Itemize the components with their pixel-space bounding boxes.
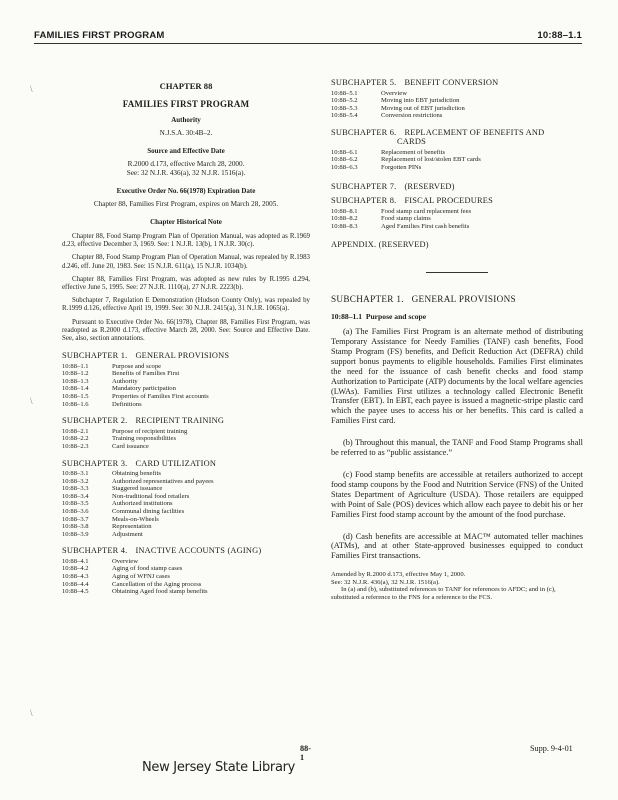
subchapter-heading: SUBCHAPTER 1. GENERAL PROVISIONS [62,351,230,361]
amendment-line: In (a) and (b), substituted references to TANF for references to AFDC; and in (c), substituted a reference to the FNS for a reference to the FCS. [331,586,556,602]
history-heading: Chapter Historical Note [150,218,222,227]
subchapter-heading: SUBCHAPTER 2. RECIPIENT TRAINING [62,416,225,426]
toc-item[interactable]: 10:88–8.2 Food stamp claims [331,215,431,223]
toc-item[interactable]: 10:88–3.4 Non-traditional food retailers [62,492,190,500]
body-paragraph: (d) Cash benefits are accessible at MAC™ automated teller machines (ATMs), and at other State-approved businesses equipped to conduct Families First transactions. [331,531,583,561]
exec-order-text: Chapter 88, Families First Program, expires on March 28, 2005. [93,199,279,208]
header-rule [34,43,582,44]
subchapter-heading: SUBCHAPTER 3. CARD UTILIZATION [62,458,217,468]
history-paragraph: Chapter 88, Food Stamp Program Plan of Operation Manual, was adopted as R.1969 d.23, effective December 3, 1969. See: 1 N.J.R. 13(b), 1 N.J.R. 30(c). [62,232,310,249]
toc-list [62,363,310,409]
library-stamp: New Jersey State Library [142,760,296,775]
toc-item[interactable]: 10:88–3.7 Meals-on-Wheels [62,515,159,523]
left-column [62,56,310,596]
toc-item[interactable]: 10:88–3.5 Authorized institutions [62,500,173,508]
toc-left [62,351,310,596]
toc-item[interactable]: 10:88–4.4 Cancellation of the Aging process [62,580,202,588]
toc-list [331,208,583,231]
exec-order-heading: Executive Order No. 66(1978) Expiration Date [116,187,256,196]
header-title: FAMILIES FIRST PROGRAM [34,30,165,41]
scan-mark: \ [30,708,33,718]
toc-item[interactable]: 10:88–3.1 Obtaining benefits [62,470,161,478]
toc-item[interactable]: 10:88–1.2 Benefits of Families First [62,370,180,378]
source-line: See: 32 N.J.R. 436(a), 32 N.J.R. 1516(a). [126,168,246,177]
toc-item[interactable]: 10:88–5.2 Moving into EBT jurisdiction [331,97,460,105]
toc-item[interactable]: 10:88–2.3 Card issuance [62,442,149,450]
source-line: R.2000 d.173, effective March 28, 2000. [127,159,245,168]
right-column [331,56,583,602]
toc-list [62,470,310,538]
source-heading: Source and Effective Date [147,147,225,156]
toc-item[interactable]: 10:88–4.1 Overview [62,557,138,565]
subchapter-heading: SUBCHAPTER 5. BENEFIT CONVERSION [331,78,499,87]
amendment-note [331,571,583,601]
amendment-line: See: 32 N.J.R. 436(a), 32 N.J.R. 1516(a). [331,578,440,586]
history-paragraph: Chapter 88, Food Stamp Program Plan of Operation Manual, was repealed by R.1983 d.246, eff. June 20, 1983. See: 15 N.J.R. 611(a), 15 N.J.R. 1034(b). [62,254,310,270]
toc-item[interactable]: 10:88–6.3 Forgotten PINs [331,164,422,172]
toc-item[interactable]: 10:88–2.2 Training responsibilities [62,435,177,443]
body-paragraph: (b) Throughout this manual, the TANF and Food Stamp Programs shall be referred to as “public assistance.” [331,438,583,458]
header-section-number: 10:88–1.1 [537,30,582,41]
subchapter-1-heading: SUBCHAPTER 1. GENERAL PROVISIONS [331,293,516,304]
toc-list [331,90,583,120]
scan-mark: \ [30,84,33,94]
toc-item[interactable]: 10:88–3.6 Communal dining facilities [62,507,185,515]
section-divider [426,272,488,273]
toc-item[interactable]: 10:88–6.2 Replacement of lost/stolen EBT cards [331,156,481,164]
toc-item[interactable]: 10:88–8.3 Aged Families First cash benefits [331,222,470,230]
history-paragraph: Chapter 88, Families First Program, was adopted as new rules by R.1995 d.294, effective June 5, 1995. See: 27 N.J.R. 1110(a), 27 N.J.R. 2223(b). [62,275,310,291]
toc-list [62,558,310,596]
toc-item[interactable]: 10:88–1.5 Properties of Families First accounts [62,393,209,401]
toc-item[interactable]: 10:88–4.2 Aging of food stamp cases [62,565,183,573]
toc-item[interactable]: 10:88–3.3 Staggered issuance [62,485,163,493]
toc-item[interactable]: 10:88–4.3 Aging of WFNJ cases [62,573,170,581]
toc-item[interactable]: 10:88–2.1 Purpose of recipient training [62,427,188,435]
history-paragraph: Subchapter 7, Regulation E Demonstration (Hudson County Only), was repealed by R.1999 d.126, effective April 19, 1999. See: 30 N.J.R. 2415(a), 31 N.J.R. 1065(a). [62,297,310,313]
section-number: 10:88–1.1 [331,311,363,321]
subchapter-heading: SUBCHAPTER 7. (RESERVED) [331,181,455,191]
body-paragraph: (a) The Families First Program is an alternate method of distributing Temporary Assistance for Needy Families (TANF) cash benefits, Food Stamp Program (FS) benefits, and Deficit Reduction Act (DEFRA) child support bonus payments to eligible households. Families First eliminates the need for the issuance of cash benefit checks and food stamp Authorization to Participate (ATP) documents by the local welfare agencies (LWAs). Families First utilizes a technology called Electronic Benefit Transfer (EBT). In EBT, each payee is issued a magnetic-stripe plastic card which the payee uses to access his or her benefits. This card is called a Families First card. [331,327,583,426]
subchapter-heading: SUBCHAPTER 8. FISCAL PROCEDURES [331,196,493,206]
toc-list [62,428,310,451]
toc-item[interactable]: 10:88–4.5 Obtaining Aged food stamp benefits [62,588,208,596]
toc-item[interactable]: 10:88–3.8 Representation [62,523,152,531]
supplement-date: Supp. 9-4-01 [530,744,573,753]
section-title: Purpose and scope [365,311,427,321]
running-header [34,30,582,44]
history-notes [62,233,310,343]
subchapter-heading: SUBCHAPTER 4. INACTIVE ACCOUNTS (AGING) [62,546,262,556]
chapter-number: CHAPTER 88 [159,81,213,91]
toc-item[interactable]: 10:88–3.2 Authorized representatives and payees [62,477,214,485]
appendix-heading: APPENDIX. (RESERVED) [331,240,429,250]
page-number: 88-1 [300,744,311,762]
toc-item[interactable]: 10:88–8.1 Food stamp card replacement fees [331,207,472,215]
toc-item[interactable]: 10:88–5.1 Overview [331,89,407,97]
toc-item[interactable]: 10:88–3.9 Adjustment [62,530,143,538]
amendment-line: Amended by R.2000 d.173, effective May 1, 2000. [331,571,466,579]
toc-item[interactable]: 10:88–5.4 Conversion restrictions [331,112,443,120]
toc-item[interactable]: 10:88–1.4 Mandatory participation [62,385,176,393]
toc-item[interactable]: 10:88–1.1 Purpose and scope [62,362,162,370]
section-heading [331,313,583,322]
subchapter-heading: SUBCHAPTER 6. REPLACEMENT OF BENEFITS AND CARDS [331,127,545,147]
scan-mark: \ [30,396,33,406]
toc-list [331,149,583,172]
authority-heading: Authority [171,116,201,125]
history-paragraph: Pursuant to Executive Order No. 66(1978), Chapter 88, Families First Program, was readopted as R.2000 d.173, effective March 28, 2000. See: Source and Effective Date. See, also, section annotations. [62,318,310,342]
body-paragraph: (c) Food stamp benefits are accessible at retailers authorized to accept food stamp coupons by the Food and Nutrition Service (FNS) of the United States Department of Agriculture (USDA). Those retailers are equipped with Point of Sale (POS) devices which allow each payee to debit his or her Families First food stamp account by the amount of the food purchase. [331,470,583,519]
authority-text: N.J.S.A. 30:4B–2. [159,128,213,137]
toc-item[interactable]: 10:88–5.3 Moving out of EBT jurisdiction [331,104,465,112]
chapter-title: FAMILIES FIRST PROGRAM [122,98,250,109]
toc-item[interactable]: 10:88–1.3 Authority [62,377,138,385]
toc-item[interactable]: 10:88–1.6 Definitions [62,400,142,408]
toc-item[interactable]: 10:88–6.1 Replacement of benefits [331,148,446,156]
